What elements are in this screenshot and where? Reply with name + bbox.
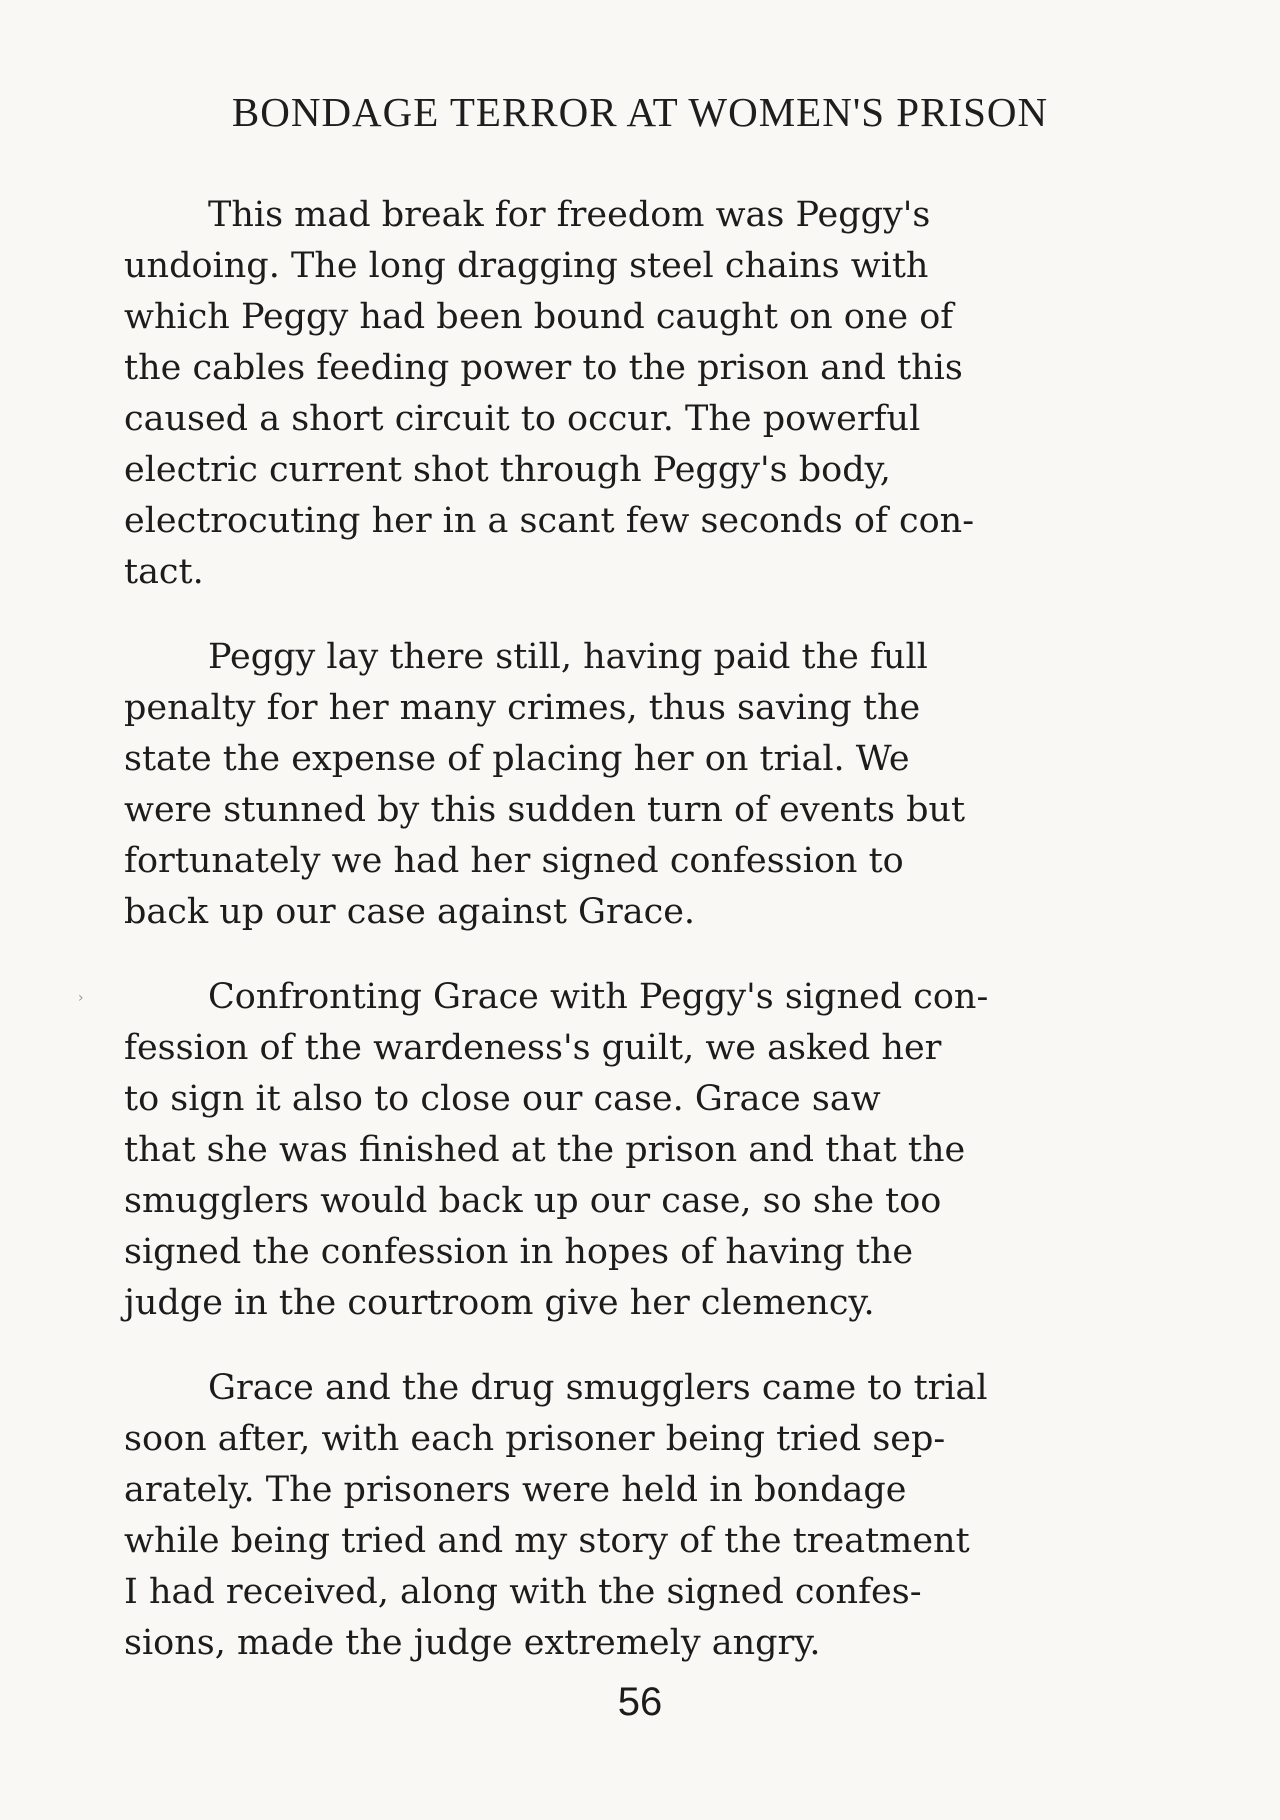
text-line: while being tried and my story of the treatment bbox=[124, 1521, 970, 1561]
paragraph bbox=[124, 1363, 1199, 1669]
text-line: the cables feeding power to the prison and this bbox=[124, 348, 963, 388]
text-line: soon after, with each prisoner being tried sep- bbox=[124, 1419, 946, 1459]
text-line: that she was finished at the prison and that the bbox=[124, 1130, 966, 1170]
text-line: penalty for her many crimes, thus saving the bbox=[124, 688, 921, 728]
paragraph bbox=[124, 190, 1199, 598]
margin-speck: › bbox=[78, 990, 84, 1006]
text-line: state the expense of placing her on trial. We bbox=[124, 739, 910, 779]
text-line: were stunned by this sudden turn of events but bbox=[124, 790, 966, 830]
text-line: caused a short circuit to occur. The powerful bbox=[124, 399, 921, 439]
body-text bbox=[124, 190, 1199, 1703]
paragraph bbox=[124, 632, 1199, 938]
text-line: tact. bbox=[124, 552, 204, 592]
text-line: Confronting Grace with Peggy's signed con- bbox=[208, 977, 989, 1017]
text-line: electric current shot through Peggy's body, bbox=[124, 450, 891, 490]
text-line: smugglers would back up our case, so she too bbox=[124, 1181, 942, 1221]
text-line: This mad break for freedom was Peggy's bbox=[208, 195, 931, 235]
page-number: 56 bbox=[617, 1680, 663, 1724]
paragraph bbox=[124, 972, 1199, 1329]
text-line: electrocuting her in a scant few seconds of con- bbox=[124, 501, 975, 541]
text-line: back up our case against Grace. bbox=[124, 892, 696, 932]
text-line: signed the confession in hopes of having the bbox=[124, 1232, 914, 1272]
text-line: to sign it also to close our case. Grace saw bbox=[124, 1079, 881, 1119]
text-line: fession of the wardeness's guilt, we asked her bbox=[124, 1028, 942, 1068]
text-line: sions, made the judge extremely angry. bbox=[124, 1623, 821, 1663]
text-line: Grace and the drug smugglers came to trial bbox=[208, 1368, 988, 1408]
text-line: arately. The prisoners were held in bondage bbox=[124, 1470, 907, 1510]
text-line: which Peggy had been bound caught on one of bbox=[124, 297, 954, 337]
running-header: BONDAGE TERROR AT WOMEN'S PRISON bbox=[231, 89, 1049, 135]
text-line: judge in the courtroom give her clemency. bbox=[124, 1283, 875, 1323]
text-line: undoing. The long dragging steel chains with bbox=[124, 246, 929, 286]
text-line: fortunately we had her signed confession to bbox=[124, 841, 904, 881]
text-line: Peggy lay there still, having paid the full bbox=[208, 637, 928, 677]
text-line: I had received, along with the signed confes- bbox=[124, 1572, 922, 1612]
